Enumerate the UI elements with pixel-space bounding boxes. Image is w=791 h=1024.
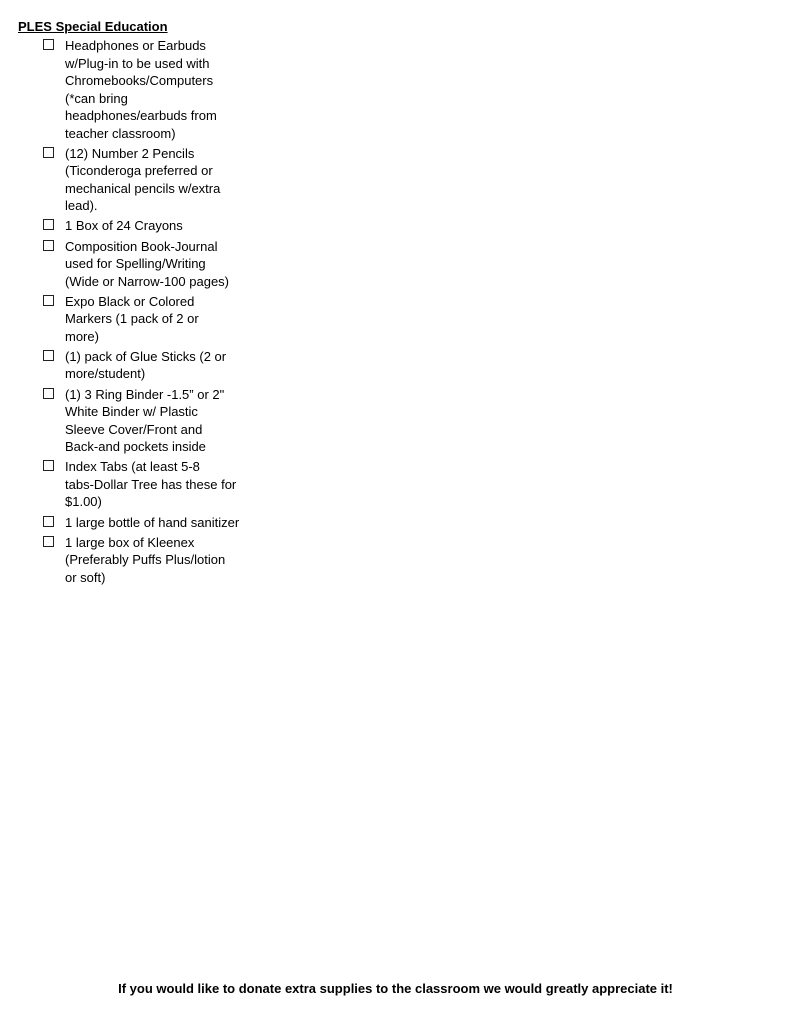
list-item <box>43 145 243 215</box>
checkbox[interactable] <box>43 388 54 399</box>
list-item <box>43 514 243 532</box>
item-label: Expo Black or Colored Markers (1 pack of 2 or more) <box>65 293 199 344</box>
page-title: PLES Special Education <box>18 19 168 34</box>
item-label: 1 Box of 24 Crayons <box>65 218 183 234</box>
checkbox[interactable] <box>43 39 54 50</box>
checkbox[interactable] <box>43 536 54 547</box>
checkbox[interactable] <box>43 219 54 230</box>
item-label: (1) pack of Glue Sticks (2 or more/student) <box>65 348 227 382</box>
list-item <box>43 386 243 456</box>
list-item <box>43 458 243 511</box>
item-label: 1 large box of Kleenex (Preferably Puffs Plus/lotion or soft) <box>65 534 226 585</box>
item-label: Composition Book-Journal used for Spelling/Writing (Wide or Narrow-100 pages) <box>65 238 230 289</box>
list-item <box>43 534 243 587</box>
checkbox[interactable] <box>43 460 54 471</box>
list-item <box>43 293 243 346</box>
item-label: Headphones or Earbuds w/Plug-in to be used with Chromebooks/Computers (*can bring headphones/earbuds from teacher classroom) <box>65 38 217 141</box>
item-label: (12) Number 2 Pencils (Ticonderoga preferred or mechanical pencils w/extra lead). <box>65 145 221 214</box>
item-label: Index Tabs (at least 5-8 tabs-Dollar Tree has these for $1.00) <box>65 459 237 510</box>
item-label: 1 large bottle of hand sanitizer <box>65 514 240 530</box>
checkbox[interactable] <box>43 516 54 527</box>
checkbox[interactable] <box>43 350 54 361</box>
checkbox[interactable] <box>43 240 54 251</box>
supply-checklist <box>43 37 243 589</box>
list-item <box>43 217 243 235</box>
checkbox[interactable] <box>43 147 54 158</box>
donation-note: If you would like to donate extra supplies to the classroom we would greatly appreciate it! <box>118 981 673 996</box>
list-item <box>43 37 243 142</box>
list-item <box>43 348 243 383</box>
checkbox[interactable] <box>43 295 54 306</box>
item-label: (1) 3 Ring Binder -1.5” or 2" White Binder w/ Plastic Sleeve Cover/Front and Back-and pockets inside <box>65 386 225 455</box>
list-item <box>43 238 243 291</box>
